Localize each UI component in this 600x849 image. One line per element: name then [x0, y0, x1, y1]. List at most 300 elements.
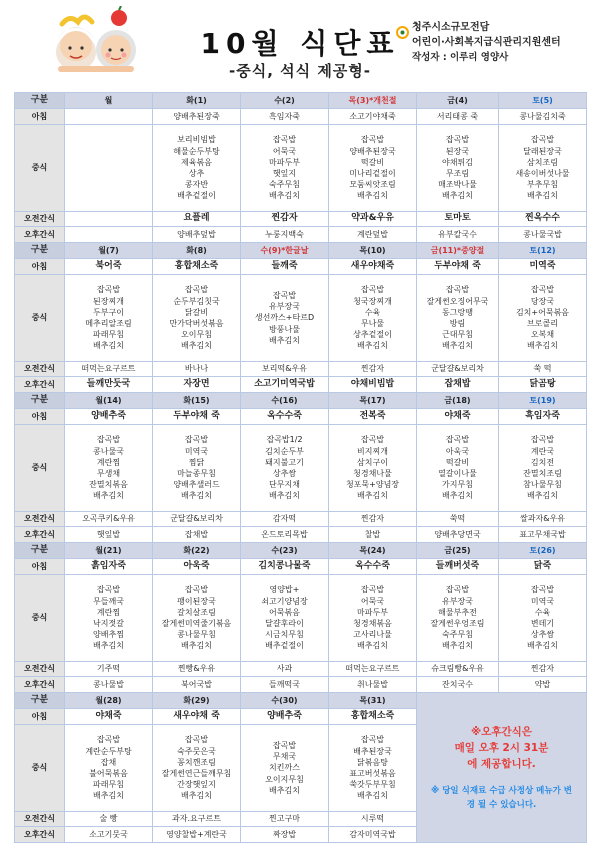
lunch-item: 숙주무침: [442, 630, 473, 640]
day-header: 금(25): [417, 543, 499, 559]
lunch-item: 배추김치: [269, 191, 300, 201]
lunch-item: 된장찌개: [93, 296, 124, 306]
breakfast-cell: 아욱죽: [153, 559, 241, 575]
lunch-item: 배추김치: [357, 341, 388, 351]
page-title: 10월 식단표: [200, 27, 400, 60]
breakfast-label: 아침: [15, 109, 65, 125]
am-snack-cell: 사과: [241, 662, 329, 677]
lunch-item: 잡곡밥: [530, 435, 555, 445]
lunch-row: [15, 125, 587, 212]
lunch-item: 잡곡밥: [96, 435, 121, 445]
lunch-cell: [153, 425, 241, 512]
week-label: 구분: [15, 543, 65, 559]
pm-snack-cell: 약밥: [499, 677, 587, 693]
breakfast-cell: 두부야채 죽: [153, 409, 241, 425]
breakfast-cell: 닭죽: [499, 559, 587, 575]
breakfast-cell: 새우야채 죽: [153, 709, 241, 725]
notice-change: ※ 당일 식재료 수급 사정상 메뉴가 변경 될 수 있습니다.: [431, 785, 572, 810]
lunch-item: 꽁치깬조림: [177, 757, 216, 767]
lunch-item: 배추김치: [442, 341, 473, 351]
lunch-item: 배추김치: [93, 791, 124, 801]
lunch-item: 미역국: [530, 596, 555, 606]
lunch-item: 잡곡밥: [360, 435, 385, 445]
breakfast-cell: 야채죽: [417, 409, 499, 425]
day-header: 목(3)*개천절: [329, 93, 417, 109]
lunch-item: 배추김치: [357, 791, 388, 801]
lunch-cell: [417, 275, 499, 362]
lunch-item: 단무지채: [269, 480, 300, 490]
am-snack-row: [15, 212, 587, 227]
lunch-item: 잘게썬연근들깨무침: [161, 769, 232, 778]
lunch-item: 닭볶음탕: [357, 757, 388, 767]
am-snack-cell: 보리떡&우유: [241, 362, 329, 377]
lunch-cell: [329, 575, 417, 662]
lunch-item: 배추김치: [269, 491, 300, 501]
pm-snack-label: 오후간식: [15, 227, 65, 243]
am-snack-cell: 군달걀&보리차: [417, 362, 499, 377]
lunch-item: 방풍나물: [269, 324, 300, 334]
lunch-item: 배추김치: [181, 641, 212, 651]
pm-snack-cell: 소고기미역국밥: [241, 377, 329, 393]
pm-snack-cell: 잡채밥: [153, 527, 241, 543]
breakfast-cell: 서리태콩 죽: [417, 109, 499, 125]
day-header: 수(9)*한글날: [241, 243, 329, 259]
lunch-item: 방림: [449, 319, 466, 328]
lunch-cell: [241, 125, 329, 212]
lunch-item: 제육볶음: [181, 157, 212, 167]
lunch-item: 잡곡밥: [360, 585, 385, 595]
lunch-item: 마파두부: [269, 157, 300, 167]
day-header: 목(17): [329, 393, 417, 409]
meal-menu-table: [14, 92, 587, 843]
am-snack-cell: 떠먹는요구르트: [65, 362, 153, 377]
am-snack-cell: 감자떡: [241, 512, 329, 527]
pm-snack-cell: 닭곰탕: [499, 377, 587, 393]
lunch-item: 배추김치: [527, 341, 558, 351]
lunch-item: 배추김치: [93, 491, 124, 501]
lunch-item: 참나물무침: [523, 480, 562, 490]
lunch-item: 배추김치: [93, 641, 124, 651]
lunch-item: 근대무침: [442, 330, 473, 340]
pm-snack-label: 오후간식: [15, 527, 65, 543]
lunch-item: 청경채볶음: [353, 619, 392, 628]
lunch-item: 잡곡밥: [96, 285, 121, 295]
week-header-row: [15, 393, 587, 409]
lunch-cell: [329, 425, 417, 512]
breakfast-cell: 옥수수죽: [241, 409, 329, 425]
breakfast-cell: 양배추된장죽: [153, 109, 241, 125]
lunch-item: 청국장찌개: [353, 296, 392, 306]
lunch-item: 해물순두부탕: [173, 146, 220, 156]
pm-snack-cell: 감자미역국밥: [329, 827, 417, 843]
lunch-item: 계란국: [530, 446, 555, 456]
breakfast-cell: 흑임자죽: [241, 109, 329, 125]
lunch-cell: [65, 425, 153, 512]
day-header: 금(4): [417, 93, 499, 109]
lunch-item: 닭갈비: [184, 307, 209, 317]
lunch-item: 배추김치: [527, 191, 558, 201]
lunch-cell: [241, 575, 329, 662]
pm-snack-cell: 영양찰밥+계란국: [153, 827, 241, 843]
lunch-item: 상추쌈: [530, 630, 555, 640]
lunch-item: 갈치살조림: [177, 607, 216, 617]
lunch-item: 미나리겉절이: [349, 169, 396, 178]
am-snack-cell: 찐옥수수: [499, 212, 587, 227]
org-line1: 청주시소규모전담: [412, 22, 490, 33]
am-snack-cell: 쑥떡: [417, 512, 499, 527]
lunch-item: 열갈이나물: [438, 469, 477, 478]
pm-snack-row: [15, 677, 587, 693]
lunch-item: 잘게썬미역줄기볶음: [161, 619, 232, 628]
lunch-item: 배추김치: [357, 491, 388, 501]
lunch-item: 배추김치: [442, 641, 473, 651]
lunch-row: [15, 575, 587, 662]
lunch-item: 두부구이: [93, 307, 124, 317]
lunch-item: 잡곡밥: [360, 735, 385, 745]
organization-block: [412, 20, 561, 65]
lunch-item: 배추김치: [181, 491, 212, 501]
pm-snack-cell: 콩나물국밥: [499, 227, 587, 243]
day-header: 금(11)*중양절: [417, 243, 499, 259]
lunch-item: 배추김치: [442, 191, 473, 201]
lunch-cell: [329, 725, 417, 812]
lunch-item: 김치+어묵볶음: [515, 307, 570, 317]
lunch-item: 어묵볶음: [269, 607, 300, 617]
pm-snack-label: 오후간식: [15, 377, 65, 393]
day-header: 수(23): [241, 543, 329, 559]
breakfast-cell: 들깨죽: [241, 259, 329, 275]
breakfast-cell: 흥합채소죽: [153, 259, 241, 275]
lunch-item: 당장국: [530, 296, 555, 306]
lunch-item: 계란순두부탕: [85, 746, 132, 756]
lunch-item: 동그랑땡: [442, 307, 473, 317]
lunch-cell: [241, 725, 329, 812]
lunch-item: 상추겉절이: [353, 330, 392, 340]
am-snack-label: 오전간식: [15, 512, 65, 527]
day-header: 월(21): [65, 543, 153, 559]
lunch-item: 잡곡밥: [184, 435, 209, 445]
lunch-item: 계란찜: [96, 457, 121, 467]
lunch-item: 잔멸치조림: [523, 469, 562, 478]
lunch-item: 잡곡밥: [445, 135, 470, 145]
lunch-item: 배추된장국: [353, 746, 392, 756]
am-snack-cell: 오곡쿠키&우유: [65, 512, 153, 527]
lunch-item: 잡곡밥: [445, 585, 470, 595]
pm-snack-cell: 콩나물밥: [65, 677, 153, 693]
pm-snack-cell: 들깨떡국: [241, 677, 329, 693]
lunch-item: 모둠씨앗조림: [349, 180, 396, 190]
am-snack-cell: [65, 212, 153, 227]
lunch-item: 무나물: [360, 319, 385, 328]
lunch-item: 배추김치: [181, 791, 212, 801]
am-snack-cell: 술 빵: [65, 812, 153, 827]
lunch-cell: [153, 125, 241, 212]
lunch-cell: [153, 575, 241, 662]
breakfast-cell: 김치콩나물죽: [241, 559, 329, 575]
breakfast-cell: 홍합채소죽: [329, 709, 417, 725]
am-snack-cell: 찐감자: [241, 212, 329, 227]
am-snack-cell: 과자.요구르트: [153, 812, 241, 827]
lunch-cell: [499, 125, 587, 212]
lunch-item: 배추김치: [181, 341, 212, 351]
lunch-cell: [241, 425, 329, 512]
lunch-item: 배추김치: [93, 341, 124, 351]
lunch-cell: [241, 275, 329, 362]
lunch-item: 오이무침: [181, 330, 212, 340]
breakfast-cell: 양배추죽: [241, 709, 329, 725]
lunch-item: 잡곡밥1/2: [266, 435, 303, 445]
lunch-item: 배추김치: [527, 641, 558, 651]
day-header: 수(2): [241, 93, 329, 109]
pm-snack-cell: 소고기뭇국: [65, 827, 153, 843]
lunch-item: 숙주무침: [269, 180, 300, 190]
lunch-row: [15, 425, 587, 512]
lunch-cell: [65, 575, 153, 662]
pm-snack-cell: [65, 227, 153, 243]
lunch-cell: [499, 425, 587, 512]
lunch-item: 유부장국: [442, 596, 473, 606]
lunch-item: 배추김치: [269, 335, 300, 345]
am-snack-cell: 바나나: [153, 362, 241, 377]
lunch-item: 유부장국: [269, 302, 300, 312]
breakfast-cell: 두부야채 죽: [417, 259, 499, 275]
lunch-item: 배추김치: [357, 191, 388, 201]
notice-time: 매일 오후 2시 31분에 제공합니다.: [454, 741, 549, 770]
lunch-item: 파래무침: [93, 780, 124, 790]
day-header: 화(15): [153, 393, 241, 409]
lunch-item: 어묵국: [360, 596, 385, 606]
lunch-item: 변데기: [530, 619, 555, 628]
lunch-cell: [153, 275, 241, 362]
lunch-item: 배추김치: [357, 641, 388, 651]
lunch-item: 콩나물무침: [177, 630, 216, 640]
breakfast-cell: 북어죽: [65, 259, 153, 275]
am-snack-label: 오전간식: [15, 362, 65, 377]
week-label: 구분: [15, 93, 65, 109]
lunch-item: 배추겉절이: [177, 191, 216, 201]
pm-snack-cell: 잡채밥: [417, 377, 499, 393]
notice-box: [417, 693, 587, 843]
day-header: 토(5): [499, 93, 587, 109]
breakfast-cell: 양배추죽: [65, 409, 153, 425]
pm-snack-label: 오후간식: [15, 827, 65, 843]
lunch-item: 배추김치: [527, 491, 558, 501]
pm-snack-cell: 표고무채국밥: [499, 527, 587, 543]
day-header: 금(18): [417, 393, 499, 409]
lunch-item: 잡곡밥: [96, 735, 121, 745]
lunch-item: 김치전: [530, 457, 555, 467]
lunch-item: 잘게썬우엉조림: [430, 619, 485, 628]
lunch-item: 콩나물국: [93, 446, 124, 456]
day-header: 월(7): [65, 243, 153, 259]
day-header: 화(8): [153, 243, 241, 259]
lunch-item: 비지찌개: [357, 446, 388, 456]
lunch-item: 오복채: [530, 330, 555, 340]
am-snack-cell: 군달걀&보리차: [153, 512, 241, 527]
lunch-item: 생선까스+타르D: [254, 313, 315, 323]
lunch-item: 무조림: [445, 169, 470, 178]
am-snack-cell: 약과&우유: [329, 212, 417, 227]
lunch-item: 떡갈비: [360, 157, 385, 167]
pm-snack-row: [15, 527, 587, 543]
lunch-label: 중식: [15, 575, 65, 662]
day-header: 수(30): [241, 693, 329, 709]
lunch-item: 무들깨국: [93, 596, 124, 606]
am-snack-cell: 토마토: [417, 212, 499, 227]
am-snack-cell: 떠먹는요구르트: [329, 662, 417, 677]
lunch-item: 계란찜: [96, 607, 121, 617]
lunch-item: 삼치조림: [527, 157, 558, 167]
am-snack-label: 오전간식: [15, 212, 65, 227]
lunch-item: 잡곡밥: [184, 285, 209, 295]
breakfast-cell: 콩나물김치죽: [499, 109, 587, 125]
lunch-item: 양배추샐러드: [173, 480, 220, 490]
lunch-label: 중식: [15, 125, 65, 212]
pm-snack-cell: 양배추당면국: [417, 527, 499, 543]
breakfast-label: 아침: [15, 559, 65, 575]
lunch-item: 쑥갓두부무침: [349, 780, 396, 790]
lunch-item: 배추김치: [269, 785, 300, 795]
lunch-item: 잡곡밥: [445, 285, 470, 295]
lunch-cell: [417, 425, 499, 512]
day-header: 화(1): [153, 93, 241, 109]
lunch-cell: [65, 275, 153, 362]
lunch-cell: [65, 125, 153, 212]
day-header: 토(19): [499, 393, 587, 409]
week-label: 구분: [15, 243, 65, 259]
lunch-item: 된장국: [445, 146, 470, 156]
lunch-item: 시금치무침: [265, 630, 304, 640]
am-snack-cell: 슈크림빵&우유: [417, 662, 499, 677]
day-header: 토(12): [499, 243, 587, 259]
lunch-item: 새송이버섯나물: [515, 169, 570, 178]
lunch-cell: [499, 575, 587, 662]
week-label: 구분: [15, 693, 65, 709]
breakfast-cell: 옥수수죽: [329, 559, 417, 575]
lunch-cell: [65, 725, 153, 812]
day-header: 수(16): [241, 393, 329, 409]
lunch-item: 순두부김칫국: [173, 296, 220, 306]
lunch-item: 아욱국: [445, 446, 470, 456]
lunch-item: 돼지불고기: [265, 457, 304, 467]
org-line2: 어린이·사회복지급식관리지원센터: [412, 37, 561, 48]
day-header: 화(22): [153, 543, 241, 559]
lunch-item: 무채국: [272, 752, 297, 762]
lunch-item: 치킨까스: [269, 763, 300, 773]
breakfast-cell: 야채죽: [65, 709, 153, 725]
lunch-item: 잡곡밥: [530, 585, 555, 595]
notice-title: ※오후간식은: [471, 725, 532, 738]
lunch-item: 배추김치: [442, 491, 473, 501]
breakfast-cell: 미역죽: [499, 259, 587, 275]
breakfast-cell: 들깨버섯죽: [417, 559, 499, 575]
pm-snack-cell: 유부칼국수: [417, 227, 499, 243]
am-snack-row: [15, 362, 587, 377]
am-snack-cell: 기주떡: [65, 662, 153, 677]
day-header: 화(29): [153, 693, 241, 709]
am-snack-row: [15, 512, 587, 527]
lunch-cell: [329, 275, 417, 362]
lunch-item: 청경채나물: [353, 469, 392, 478]
week-header-row: [15, 693, 587, 709]
lunch-item: 불어묵볶음: [89, 769, 128, 778]
lunch-item: 숙주뭇은국: [177, 746, 216, 756]
lunch-item: 수육: [534, 607, 551, 617]
pm-snack-cell: 짜장밥: [241, 827, 329, 843]
lunch-row: [15, 275, 587, 362]
lunch-item: 잡곡밥: [272, 290, 297, 300]
lunch-item: 잡채: [100, 757, 117, 767]
lunch-item: 브로콜리: [527, 319, 558, 328]
pm-snack-cell: 계란덮밥: [329, 227, 417, 243]
lunch-item: 부추무침: [527, 180, 558, 190]
pm-snack-cell: 찰밥: [329, 527, 417, 543]
pm-snack-cell: 들깨만둣국: [65, 377, 153, 393]
am-snack-cell: 찐감자: [329, 512, 417, 527]
breakfast-cell: 소고기야채죽: [329, 109, 417, 125]
breakfast-label: 아침: [15, 709, 65, 725]
am-snack-cell: 찐감자: [329, 362, 417, 377]
lunch-item: 상추쌈: [272, 469, 297, 478]
pm-snack-cell: 취나물밥: [329, 677, 417, 693]
pm-snack-cell: 양배추덮밥: [153, 227, 241, 243]
am-snack-cell: 찐감자: [499, 662, 587, 677]
lunch-item: 잡곡밥: [96, 585, 121, 595]
pm-snack-cell: 북어국밥: [153, 677, 241, 693]
lunch-item: 잘게썬오징어무국: [426, 296, 489, 306]
lunch-cell: [417, 125, 499, 212]
pm-snack-cell: 야채비빔밥: [329, 377, 417, 393]
lunch-item: 상추: [188, 169, 205, 178]
pm-snack-cell: 잔치국수: [417, 677, 499, 693]
week-header-row: [15, 243, 587, 259]
pm-snack-row: [15, 377, 587, 393]
lunch-item: 메추리알조림: [85, 319, 132, 328]
pm-snack-cell: 누룽지백숙: [241, 227, 329, 243]
lunch-item: 찜닭: [188, 457, 205, 467]
day-header: 월: [65, 93, 153, 109]
lunch-item: 잡곡밥: [360, 135, 385, 145]
breakfast-cell: 새우야채죽: [329, 259, 417, 275]
am-snack-cell: 쌀과자&우유: [499, 512, 587, 527]
am-snack-label: 오전간식: [15, 812, 65, 827]
lunch-item: 오이지무침: [265, 774, 304, 784]
am-snack-label: 오전간식: [15, 662, 65, 677]
lunch-item: 간장햇잎지: [177, 780, 216, 790]
lunch-item: 만가닥버섯볶음: [169, 319, 224, 328]
lunch-item: 마파두부: [357, 607, 388, 617]
lunch-item: 해물부추전: [438, 607, 477, 617]
lunch-item: 야채튀김: [442, 157, 473, 167]
lunch-cell: [417, 575, 499, 662]
breakfast-cell: 전복죽: [329, 409, 417, 425]
breakfast-row: [15, 409, 587, 425]
am-snack-row: [15, 662, 587, 677]
lunch-item: 파래무침: [93, 330, 124, 340]
breakfast-cell: 흑임자죽: [499, 409, 587, 425]
lunch-item: 달걀후라이: [265, 619, 304, 628]
lunch-item: 잡곡밥: [184, 735, 209, 745]
lunch-item: 무생채: [96, 469, 121, 478]
lunch-label: 중식: [15, 275, 65, 362]
am-snack-cell: 시루떡: [329, 812, 417, 827]
lunch-label: 중식: [15, 425, 65, 512]
day-header: 토(26): [499, 543, 587, 559]
am-snack-cell: 쑥 떡: [499, 362, 587, 377]
lunch-item: 김치순두부: [265, 446, 304, 456]
week-label: 구분: [15, 393, 65, 409]
lunch-item: 고사리나물: [353, 630, 392, 640]
